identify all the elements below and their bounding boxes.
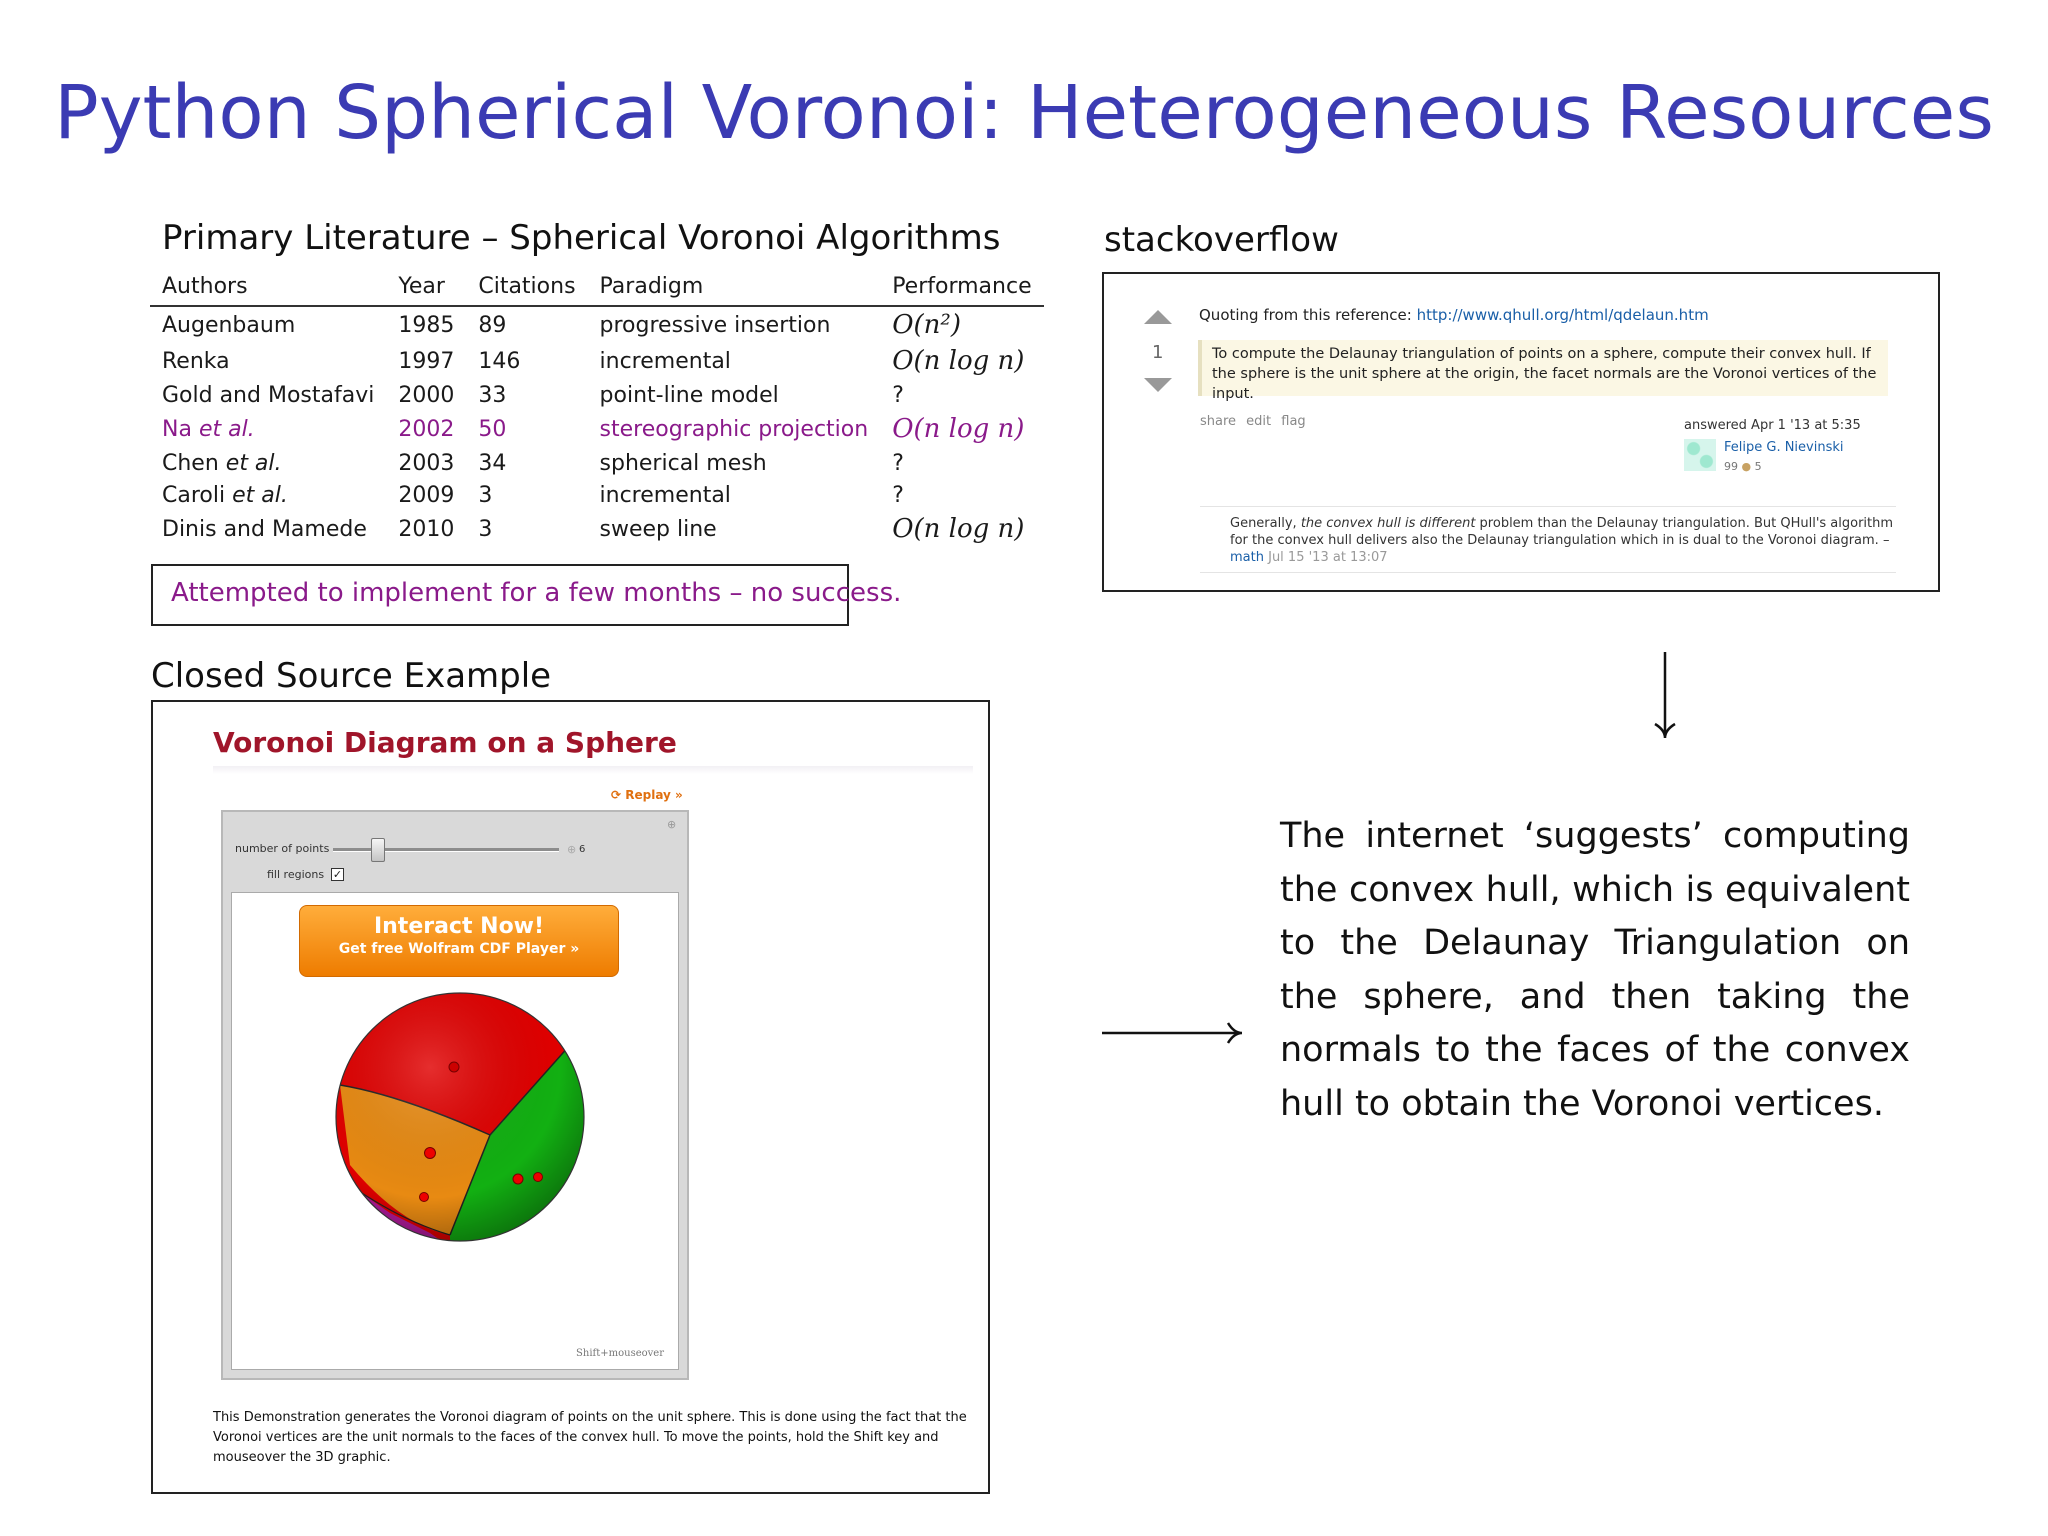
cell-author — [150, 479, 386, 511]
cell-paradigm: sweep line — [599, 516, 717, 542]
cell-paradigm: progressive insertion — [599, 312, 831, 338]
slide-title: Python Spherical Voronoi: Heterogeneous Resources — [54, 70, 1994, 156]
table-row — [150, 511, 1044, 547]
cell-performance: O(n log n) — [892, 414, 1025, 444]
post-actions[interactable]: share edit flag — [1200, 414, 1306, 429]
comment — [1200, 506, 1896, 573]
reputation-value: 99 — [1724, 460, 1738, 473]
author-name: Chen — [162, 450, 226, 476]
cell-citations: 34 — [478, 450, 507, 476]
comment-text-post: problem than the Delaunay triangulation. But QHull's algorithm for the convex hull delivers also the Delaunay triangulation which in is dual to the Voronoi diagram. – — [1230, 516, 1894, 548]
column-header-year: Year — [386, 270, 466, 306]
cell-citations: 33 — [478, 382, 507, 408]
cell-performance: O(n log n) — [892, 514, 1025, 544]
vote-count: 1 — [1152, 342, 1164, 363]
cell-paradigm: incremental — [599, 348, 731, 374]
table-row — [150, 479, 1044, 511]
bronze-badge-count: 5 — [1754, 460, 1762, 473]
blockquote: To compute the Delaunay triangulation of points on a sphere, compute their convex hull. If the sphere is the unit sphere at the origin, the facet normals are the Voronoi vertices of the input. — [1198, 340, 1888, 396]
closed-source-heading: Closed Source Example — [151, 656, 552, 696]
author-name: Dinis and Mamede — [162, 516, 367, 542]
cell-author — [150, 343, 386, 379]
cell-year: 2009 — [398, 482, 455, 508]
table-row — [150, 411, 1044, 447]
fill-regions-label: fill regions — [267, 868, 325, 881]
table-row — [150, 447, 1044, 479]
arrow-down-icon — [1652, 650, 1678, 742]
cell-performance: ? — [892, 482, 904, 508]
cell-performance: O(n²) — [892, 310, 961, 340]
number-of-points-slider-track[interactable] — [333, 848, 559, 852]
closed-source-example — [151, 700, 990, 1494]
shift-mouseover-hint: Shift+mouseover — [576, 1348, 664, 1359]
vote-down-icon[interactable] — [1144, 378, 1172, 392]
replay-button[interactable] — [611, 788, 683, 802]
interact-now-subtitle: Get free Wolfram CDF Player » — [338, 941, 580, 957]
answered-date: answered Apr 1 '13 at 5:35 — [1684, 418, 1861, 433]
bronze-badge-icon: ● — [1741, 460, 1752, 473]
column-header-citations: Citations — [466, 270, 587, 306]
table-header-row — [150, 270, 1044, 306]
cell-paradigm: incremental — [599, 482, 731, 508]
comment-emphasis: the convex hull is different — [1300, 516, 1476, 531]
author-name: Renka — [162, 348, 230, 374]
author-name: Gold and Mostafavi — [162, 382, 375, 408]
plus-icon[interactable]: ⊕ — [567, 843, 577, 856]
cell-citations: 3 — [478, 482, 493, 508]
fill-regions-checkbox[interactable]: ✓ — [332, 868, 343, 881]
cell-paradigm: spherical mesh — [599, 450, 767, 476]
cell-year: 1997 — [398, 348, 455, 374]
author-et-al: et al. — [198, 416, 255, 442]
demo-canvas[interactable] — [231, 892, 679, 1370]
explanation-text: The internet ‘suggests’ computing the convex hull, which is equivalent to the Delaunay Triangulation on the sphere, and then taking the normals to the faces of the convex hull to obtain the Voronoi vertices. — [1280, 816, 1910, 1124]
replay-label: Replay » — [625, 788, 683, 802]
note-text: Attempted to implement for a few months – no success. — [171, 578, 902, 608]
cell-year: 1985 — [398, 312, 455, 338]
literature-table — [150, 270, 1044, 547]
stackoverflow-answer — [1102, 272, 1940, 592]
cell-year: 2000 — [398, 382, 455, 408]
qhull-link[interactable]: http://www.qhull.org/html/qdelaun.htm — [1416, 306, 1709, 324]
comment-text-pre: Generally, — [1230, 516, 1301, 531]
cell-performance: O(n log n) — [892, 346, 1025, 376]
note-box — [151, 564, 902, 626]
column-header-paradigm: Paradigm — [588, 270, 881, 306]
author-name: Augenbaum — [162, 312, 296, 338]
demo-caption: This Demonstration generates the Voronoi diagram of points on the unit sphere. This is done using the fact that the Voronoi vertices are the unit normals to the faces of the convex hull. To move the points, hold the Shift key and mouseover the 3D graphic. — [213, 1410, 967, 1465]
comment-date: Jul 15 '13 at 13:07 — [1268, 550, 1388, 565]
demo-title: Voronoi Diagram on a Sphere — [213, 726, 677, 759]
cell-citations: 146 — [478, 348, 521, 374]
table-row — [150, 379, 1044, 411]
user-avatar[interactable] — [1684, 439, 1716, 471]
number-of-points-slider-thumb[interactable] — [371, 838, 385, 862]
panel-expand-icon[interactable]: ⊕ — [667, 818, 677, 831]
user-name[interactable]: Felipe G. Nievinski — [1724, 440, 1844, 455]
cell-paradigm: point-line model — [599, 382, 779, 408]
author-name: Na — [162, 416, 199, 442]
cell-year: 2003 — [398, 450, 455, 476]
author-et-al: et al. — [225, 450, 282, 476]
number-of-points-value: 6 — [579, 844, 586, 855]
cell-citations: 89 — [478, 312, 507, 338]
cell-author — [150, 511, 386, 547]
number-of-points-label: number of points — [235, 842, 330, 855]
cell-paradigm: stereographic projection — [599, 416, 869, 442]
arrow-right-icon — [1100, 1020, 1246, 1046]
replay-icon: ⟳ — [611, 788, 622, 802]
demo-panel — [221, 810, 689, 1380]
author-name: Caroli — [162, 482, 233, 508]
cell-year: 2010 — [398, 516, 455, 542]
cell-performance: ? — [892, 382, 904, 408]
column-header-authors: Authors — [150, 270, 386, 306]
table-row — [150, 343, 1044, 379]
cell-author — [150, 306, 386, 343]
cell-author — [150, 447, 386, 479]
interact-now-title: Interact Now! — [373, 914, 545, 939]
stackoverflow-heading: stackoverflow — [1104, 220, 1339, 260]
voronoi-sphere-graphic[interactable] — [330, 985, 590, 1245]
quote-prefix: Quoting from this reference: — [1199, 306, 1417, 324]
cell-citations: 3 — [478, 516, 493, 542]
column-header-performance: Performance — [880, 270, 1043, 306]
quote-line — [1199, 306, 1709, 324]
user-reputation — [1724, 460, 1762, 473]
cell-author — [150, 411, 386, 447]
comment-user[interactable]: math — [1230, 550, 1264, 565]
author-et-al: et al. — [232, 482, 288, 508]
table-row — [150, 306, 1044, 343]
title-divider — [213, 766, 973, 774]
vote-up-icon[interactable] — [1144, 310, 1172, 324]
interact-now-button[interactable] — [299, 905, 619, 977]
cell-author — [150, 379, 386, 411]
cell-year: 2002 — [398, 416, 455, 442]
cell-citations: 50 — [478, 416, 507, 442]
literature-heading: Primary Literature – Spherical Voronoi Algorithms — [162, 218, 1001, 258]
cell-performance: ? — [892, 450, 904, 476]
